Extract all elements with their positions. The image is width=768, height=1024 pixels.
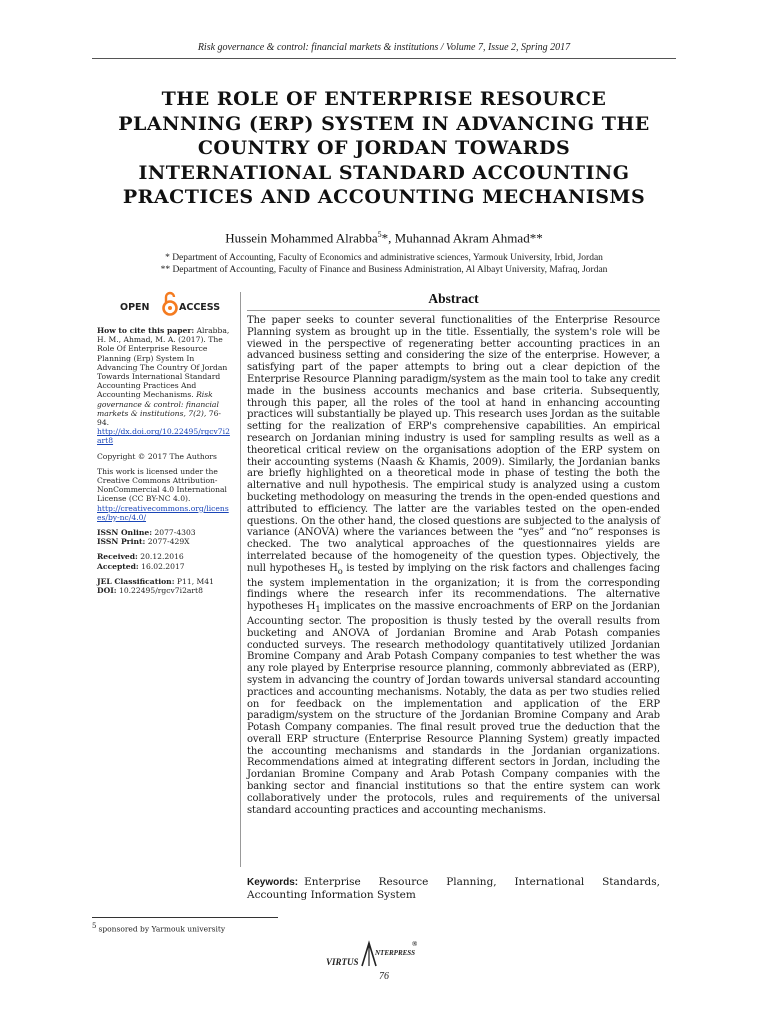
author-2: Muhannad Akram Ahmad** (394, 230, 543, 246)
keywords-text: Enterprise Resource Planning, International Standards, Accounting Information System (247, 876, 660, 901)
abstract-heading: Abstract (428, 291, 479, 306)
open-access-logo (120, 291, 230, 317)
running-header: Risk governance & control: financial markets & institutions / Volume 7, Issue 2, Spring 2017 (197, 42, 571, 53)
column-divider (240, 292, 241, 867)
issn-print-label: ISSN Print: (97, 537, 146, 547)
copyright: Copyright © 2017 The Authors (97, 451, 217, 461)
accepted-label: Accepted: (97, 561, 139, 571)
doi-value: 10.22495/rgcv7i2art8 (118, 586, 203, 596)
abstract-divider (247, 310, 660, 311)
title-line: COUNTRY OF JORDAN TOWARDS (197, 137, 571, 160)
null-hypothesis-subscript: o (337, 565, 343, 576)
jel-codes: P11, M41 (176, 576, 214, 586)
abstract-part-2: is tested by implying on the risk factors and challenges facing the system implementation in the organization; it is from the corresponding findings where the research infer its recommendations. The alternative hypotheses H (247, 562, 660, 613)
citation-text: Alrabba, H. M., Ahmad, M. A. (2017). The Role Of Enterprise Resource Planning (Erp) System In Advancing The Country Of Jordan Towards International Standard Accounting Practices And Accounting Mechanisms. (97, 326, 230, 400)
license-link[interactable]: http://creativecommons.org/licenses/by-nc/4.0/ (97, 503, 229, 522)
jel-label: JEL Classification: (97, 576, 175, 586)
page-number: 76 (379, 971, 389, 982)
classification-block (97, 577, 233, 595)
footnote-mark: 5 (92, 922, 97, 930)
doi-label: DOI: (97, 586, 117, 596)
author-1-footnote-mark: 5 (377, 230, 382, 239)
license-text: This work is licensed under the Creative Commons Attribution-NonCommercial 4.0 International License (CC BY-NC 4.0). (97, 466, 227, 504)
title-line: INTERNATIONAL STANDARD ACCOUNTING (138, 161, 630, 184)
open-lock-icon (161, 291, 179, 317)
keywords (247, 876, 660, 902)
doi-link[interactable]: http://dx.doi.org/10.22495/rgcv7i2art8 (97, 427, 230, 446)
article-info-sidebar (97, 326, 233, 601)
dates-block (97, 552, 233, 570)
issn-online: 2077-4303 (154, 528, 196, 538)
issn-block (97, 528, 233, 546)
publisher-registered-mark: ® (412, 940, 418, 948)
footnote (92, 922, 392, 934)
abstract-text (247, 315, 660, 816)
license-block (97, 467, 233, 522)
paper-title (90, 87, 678, 210)
abstract-part-3: implicates on the massive encroachments of ERP on the Jordanian Accounting sector. The proposition is thusly tested by the overall results from bucketing and ANOVA of Jordanian Bromine and Arab Potash companies conducted surveys. The research methodology quantitatively utilized Jordanian Bromine Company and Arab Potash Company companies to test whether the was any role played by Enterprise resource planning, commonly abbreviated as (ERP), system in advancing the country of Jordan towards universal standard accounting practices and accounting mechanisms. Notably, the data as per two studies relied on for feedback on the implementation and application of the ERP paradigm/system on the structure of the Jordanian Bromine Company and Arab Potash Company companies. The final result proved true the deduction that the overall ERP structure (Enterprise Resource Planning System) greatly impacted the accounting mechanisms and standards in the Jordanian organizations. Recommendations aimed at integrating different sectors in Jordan, including the Jordanian Bromine Company and Arab Potash Company companies with the banking sector and financial institutions so that the entire system can work collaboratively under the protocols, rules and requirements of the universal standard accounting practices and accounting mechanisms. (247, 601, 660, 816)
affiliations (0, 252, 768, 276)
citation-journal: Risk governance & control: financial markets & institutions, 7(2), (97, 390, 219, 418)
received-date: 20.12.2016 (140, 552, 184, 562)
publisher-interpress: NTERPRESS (375, 949, 416, 957)
open-access-label-left: OPEN (120, 302, 150, 313)
footnote-divider (92, 917, 278, 918)
publisher-virtus: VIRTUS (326, 957, 359, 967)
affiliation-2: ** Department of Accounting, Faculty of Finance and Business Administration, Al Albayt University, Mafraq, Jordan (160, 265, 608, 275)
alt-hypothesis-subscript: 1 (315, 604, 321, 615)
issn-print: 2077-429X (147, 537, 190, 547)
title-line: PRACTICES AND ACCOUNTING MECHANISMS (122, 186, 646, 209)
affiliation-1: * Department of Accounting, Faculty of Economics and administrative sciences, Yarmouk University, Irbid, Jordan (165, 253, 603, 263)
authors (0, 230, 768, 246)
publisher-logo (316, 940, 426, 970)
title-line: PLANNING (ERP) SYSTEM IN ADVANCING THE (118, 112, 650, 135)
received-label: Received: (97, 552, 138, 562)
abstract-part-1: The paper seeks to counter several functionalities of the Enterprise Resource Planning system as brought up in the title. Essentially, the system's role will be viewed in the perspective of regenerating better accounting practices in an advanced business setting and considering the size of the enterprise. However, a satisfying part of the paper attempts to bring out a clear depiction of the Enterprise Resource Planning paradigm/system as the main tool to take any credit made in the business accounts mechanics and base criteria. Subsequently, through this paper, all the roles of the tool at hand in enhancing accounting practices will substantially be played up. This research uses Jordan as the suitable setting for the realization of ERP's comprehensive capabilities. An empirical research on Jordanian mining industry is used for sampling results as well as a theoretical critical review on the organisations adoption of the ERP system on their accounting systems (Naash & Khamis, 2009). Similarly, the Jordanian banks are briefly highlighted on a theoretical mode in phase of testing the both the alternative and null hypothesis. The empirical study is analyzed using a custom bucketing methodology on measuring the trends in the open-ended questions and attributed to efficiency. The latter are the variables tested on the open-ended questions. On the other hand, the closed questions are subjected to the analysis of variance (ANOVA) where the variances between the “yes” and “no” responses is checked. The two analytical approaches of the questionnaires yields are interrelated because of the homogeneity of the question types. Objectively, the null hypotheses H (247, 315, 660, 574)
author-1: Hussein Mohammed Alrabba (225, 230, 378, 246)
header-divider (92, 58, 676, 59)
author-1-affiliation-mark: *, (381, 230, 395, 246)
title-line: THE ROLE OF ENTERPRISE RESOURCE (161, 88, 607, 110)
footnote-text: sponsored by Yarmouk university (98, 924, 226, 934)
open-access-label-right: ACCESS (179, 302, 221, 313)
issn-online-label: ISSN Online: (97, 528, 152, 538)
citation-pages: 76-94. (97, 408, 221, 428)
citation-label: How to cite this paper: (97, 326, 195, 335)
keywords-label: Keywords: (247, 877, 299, 888)
accepted-date: 16.02.2017 (141, 561, 185, 571)
citation-block (97, 326, 233, 446)
